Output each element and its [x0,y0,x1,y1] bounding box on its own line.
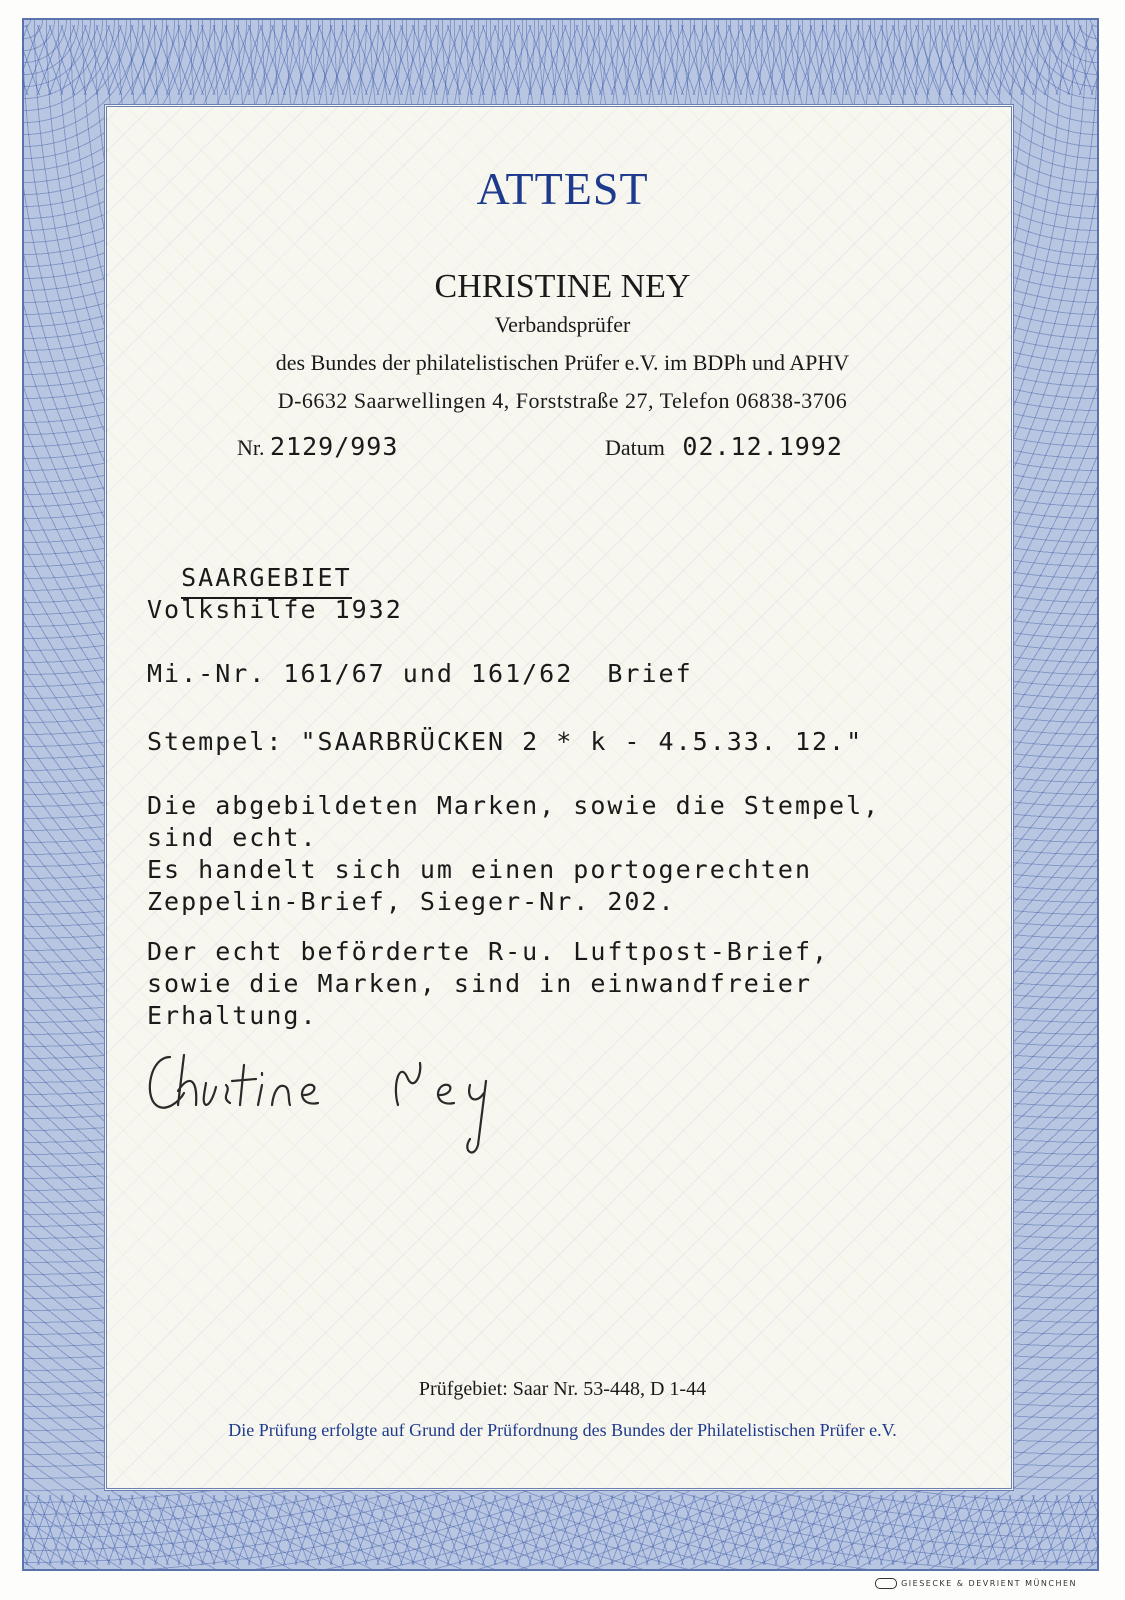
date-label: Datum [605,435,665,460]
address-line: D-6632 Saarwellingen 4, Forststraße 27, Telefon 06838-3706 [277,388,848,413]
paragraph-genuine: Die abgebildeten Marken, sowie die Stempel, sind echt. Es handelt sich um einen portogerechten Zeppelin-Brief, Sieger-Nr. 202. [147,791,881,916]
certificate-number [237,432,398,461]
printer-logo-icon [875,1578,897,1589]
certificate-date [605,432,843,461]
top-wave-band [22,25,1099,95]
printer-imprint: GIESECKE & DEVRIENT MÜNCHEN [875,1578,1077,1589]
examiner-name: CHRISTINE NEY [434,268,691,305]
examiner-role: Verbandsprüfer [494,312,631,337]
nr-label: Nr. [237,435,265,460]
association-line: des Bundes der philatelistischen Prüfer e.V. im BDPh und APHV [275,350,850,375]
nr-value: 2129/993 [270,432,399,461]
issue-line: Volkshilfe 1932 [147,595,403,624]
handwritten-signature [140,1035,560,1165]
exam-basis: Die Prüfung erfolgte auf Grund der Prüfordnung des Bundes der Philatelistischen Prüfer e.V. [228,1420,897,1440]
bottom-wave-band [22,1495,1099,1565]
region-heading: SAARGEBIET [147,530,352,594]
certificate-title: ATTEST [476,163,649,214]
postmark-line: Stempel: "SAARBRÜCKEN 2 * k - 4.5.33. 12." [147,727,864,756]
paragraph-condition: Der echt beförderte R-u. Luftpost-Brief, sowie die Marken, sind in einwandfreier Erhaltung. [147,937,830,1030]
exam-scope: Prüfgebiet: Saar Nr. 53-448, D 1-44 [418,1378,707,1400]
date-value: 02.12.1992 [682,432,843,461]
catalog-line: Mi.-Nr. 161/67 und 161/62 Brief [147,659,693,688]
